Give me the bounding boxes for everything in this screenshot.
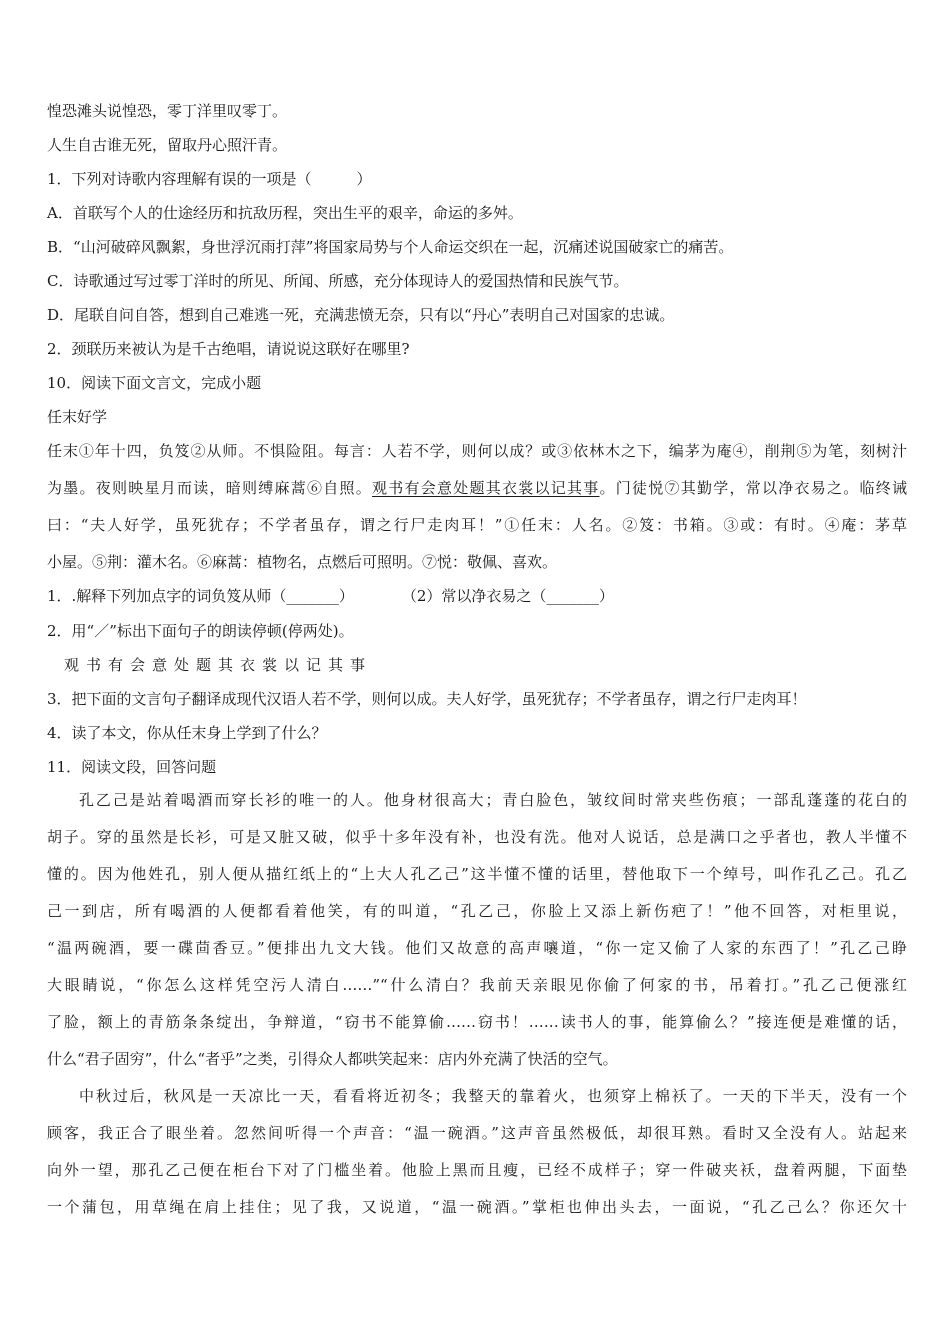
q10-passage-line-2 <box>47 478 907 498</box>
q11-line-11: 向外一望，那孔乙己便在柜台下对了门槛坐着。他脸上黑而且瘦，已经不成样子；穿一件破夹袄，盘着两腿，下面垫 <box>47 1161 907 1179</box>
q10-passage-line-4: 小屋。⑤荆：灌木名。⑥麻蒿：植物名，点燃后可照明。⑦悦：敬佩、喜欢。 <box>47 553 558 571</box>
q9-sub1: 1．下列对诗歌内容理解有误的一项是（ ） <box>47 170 372 188</box>
q11-line-4: 己一到店，所有喝酒的人便都看着他笑，有的叫道，“孔乙己，你脸上又添上新伤疤了！”他不回答，对柜里说， <box>47 902 907 920</box>
q10-sub3: 3．把下面的文言句子翻译成现代汉语人若不学，则何以成。夫人好学，虽死犹存；不学者虽存，谓之行尸走肉耳！ <box>47 690 807 708</box>
q11-line-3: 懂的。因为他姓孔，别人便从描红纸上的“上大人孔乙己”这半懂不懂的话里，替他取下一个绰号，叫作孔乙己。孔乙 <box>47 865 907 883</box>
q11-line-2: 胡子。穿的虽然是长衫，可是又脏又破，似乎十多年没有补，也没有洗。他对人说话，总是满口之乎者也，教人半懂不 <box>47 828 907 846</box>
q10-sub4: 4．读了本文，你从任末身上学到了什么？ <box>47 724 327 742</box>
q11-line-12: 一个蒲包，用草绳在肩上挂住；见了我，又说道，“温一碗酒。”掌柜也伸出头去，一面说，“孔乙己么？你还欠十 <box>47 1198 907 1216</box>
q9-option-a: A．首联写个人的仕途经历和抗敌历程，突出生平的艰辛，命运的多舛。 <box>47 204 523 222</box>
q10-pause-sentence: 观书有会意处题其衣裳以记其事 <box>64 656 373 674</box>
poem-line-4: 人生自古谁无死，留取丹心照汗青。 <box>47 136 288 154</box>
q11-line-9: 中秋过后，秋风是一天凉比一天，看看将近初冬；我整天的靠着火，也须穿上棉袄了。一天的下半天，没有一个 <box>79 1087 907 1105</box>
q10-sub1-part-1: 1．.解释下列加点字的词负笈从师（_______） <box>47 587 354 605</box>
q9-sub2: 2．颈联历来被认为是千古绝唱，请说说这联好在哪里? <box>47 340 410 358</box>
q11-heading: 11．阅读文段，回答问题 <box>47 758 217 776</box>
q10-heading: 10．阅读下面文言文，完成小题 <box>47 374 262 392</box>
q9-option-b: B．“山河破碎风飘絮，身世浮沉雨打萍”将国家局势与个人命运交织在一起，沉痛述说国破家亡的痛苦。 <box>47 238 734 256</box>
q11-line-6: 大眼睛说，“你怎么这样凭空污人清白……”“什么清白？我前天亲眼见你偷了何家的书，吊着打。”孔乙己便涨红 <box>47 976 907 994</box>
q11-line-8: 什么“君子固穷”，什么“者乎”之类，引得众人都哄笑起来：店内外充满了快活的空气。 <box>47 1050 618 1068</box>
q10-passage-line-1: 任末①年十四，负笈②从师。不惧险阻。每言：人若不学，则何以成？或③依林木之下，编茅为庵④，削荆⑤为笔，刻树汁 <box>47 442 907 460</box>
q10-passage-line-3: 曰：“夫人好学，虽死犹存；不学者虽存，谓之行尸走肉耳！”①任末：人名。②笈：书箱。③或：有时。④庵：茅草 <box>47 516 907 534</box>
q11-line-10: 顾客，我正合了眼坐着。忽然间听得一个声音：“温一碗酒。”这声音虽然极低，却很耳熟。看时又全没有人。站起来 <box>47 1124 907 1142</box>
q10-passage-text: 。门徒悦⑦其勤学，常以净衣易之。临终诫 <box>599 479 907 497</box>
q11-line-1: 孔乙己是站着喝酒而穿长衫的唯一的人。他身材很高大；青白脸色，皱纹间时常夹些伤痕；一部乱蓬蓬的花白的 <box>79 791 907 809</box>
q9-option-c: C．诗歌通过写过零丁洋时的所见、所闻、所感，充分体现诗人的爱国热情和民族气节。 <box>47 272 629 290</box>
q11-line-5: “温两碗酒，要一碟茴香豆。”便排出九文大钱。他们又故意的高声嚷道，“你一定又偷了人家的东西了！”孔乙己睁 <box>47 939 907 957</box>
q10-sub1-part-2: （2）常以净衣易之（_______） <box>401 587 614 605</box>
poem-line-3: 惶恐滩头说惶恐，零丁洋里叹零丁。 <box>47 102 288 120</box>
q10-passage-title: 任末好学 <box>47 408 108 426</box>
underlined-sentence: 观书有会意处题其衣裳以记其事 <box>371 479 600 497</box>
q10-sub1 <box>47 586 907 606</box>
q10-sub2: 2．用“／”标出下面句子的朗读停顿(停两处)。 <box>47 622 354 640</box>
q10-passage-text: 为墨。夜则映星月而读，暗则缚麻蒿⑥自照。 <box>47 479 372 497</box>
q11-line-7: 了脸，额上的青筋条条绽出，争辩道，“窃书不能算偷……窃书！……读书人的事，能算偷么？”接连便是难懂的话， <box>47 1013 907 1031</box>
q9-option-d: D．尾联自问自答，想到自己难逃一死，充满悲愤无奈，只有以“丹心”表明自己对国家的忠诚。 <box>47 306 675 324</box>
